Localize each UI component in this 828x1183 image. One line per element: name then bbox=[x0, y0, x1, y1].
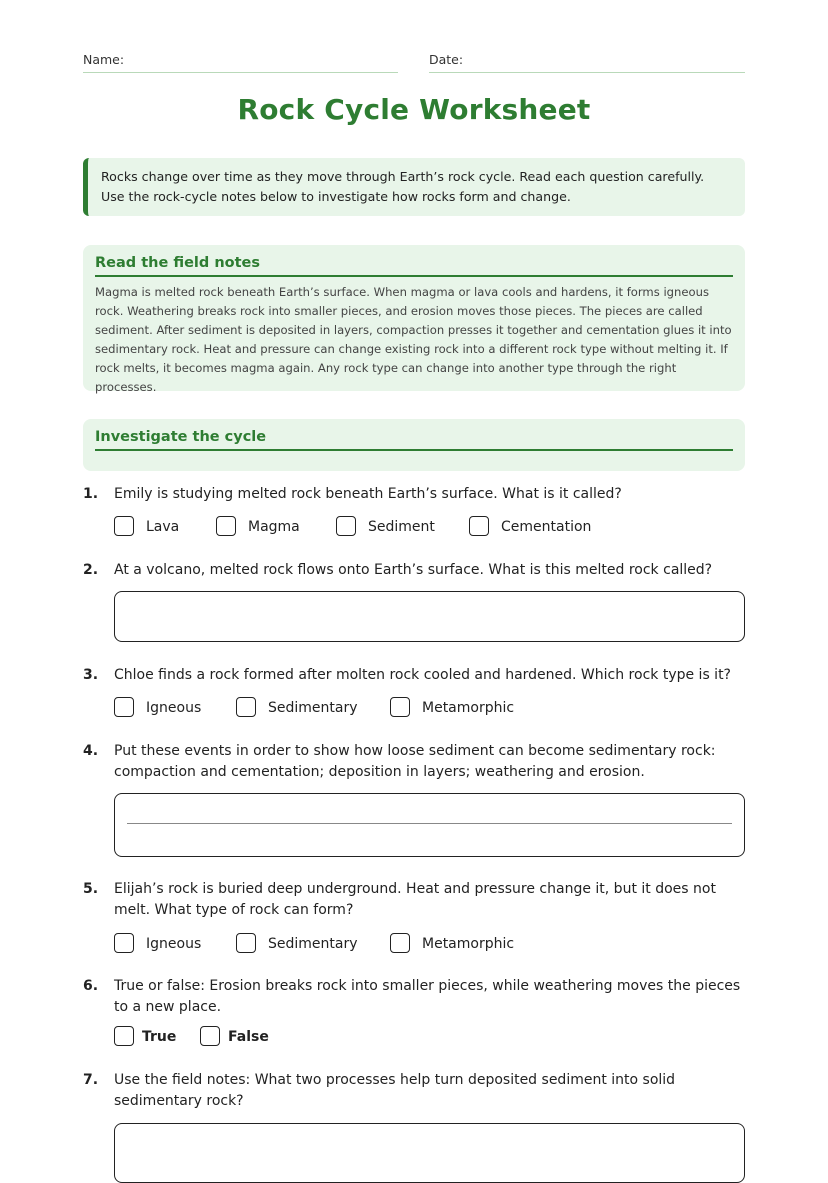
question-number: 7. bbox=[83, 1072, 99, 1088]
question-number: 2. bbox=[83, 562, 99, 578]
question-text: Elijah’s rock is buried deep underground. Heat and pressure change it, but it does not melt. What type of rock can form? bbox=[114, 881, 716, 918]
question-text: At a volcano, melted rock flows onto Earth’s surface. What is this melted rock called? bbox=[114, 562, 713, 578]
question-text: Chloe finds a rock formed after molten rock cooled and hardened. Which rock type is it? bbox=[114, 667, 731, 683]
checkbox[interactable] bbox=[114, 516, 134, 536]
checkbox[interactable] bbox=[336, 516, 356, 536]
field-notes-panel bbox=[83, 245, 745, 394]
checkbox[interactable] bbox=[390, 697, 410, 717]
question-number: 4. bbox=[83, 743, 99, 759]
intro-callout: Rocks change over time as they move through Earth’s rock cycle. Read each question carefully. Use the rock-cycle notes below to investigate how rocks form and change. bbox=[83, 158, 745, 216]
question-text: Emily is studying melted rock beneath Earth’s surface. What is it called? bbox=[114, 486, 622, 502]
name-date-row bbox=[83, 52, 745, 74]
option-label: Igneous bbox=[146, 700, 202, 716]
option-label: Cementation bbox=[501, 519, 592, 535]
field-notes-body: Magma is melted rock beneath Earth’s surface. When magma or lava cools and hardens, it forms igneous rock. Weathering breaks rock into smaller pieces, and erosion moves those pieces. The pieces are called sediment. After sediment is deposited in layers, compaction presses it together and cementation glues it into sedimentary rock. Heat and pressure can change existing rock into a different rock type without melting it. If rock melts, it becomes magma again. Any rock type can change into another type through the right processes. bbox=[95, 285, 732, 394]
option-label: Magma bbox=[248, 519, 300, 535]
checkbox[interactable] bbox=[236, 697, 256, 717]
question-text: Use the field notes: What two processes help turn deposited sediment into solid sedimentary rock? bbox=[114, 1072, 676, 1109]
name-label: Name: bbox=[83, 52, 125, 67]
checkbox[interactable] bbox=[390, 933, 410, 953]
question-number: 5. bbox=[83, 881, 99, 897]
option-label: Sedimentary bbox=[268, 700, 358, 716]
date-field[interactable] bbox=[429, 52, 745, 73]
date-label: Date: bbox=[429, 52, 464, 67]
checkbox[interactable] bbox=[114, 1026, 134, 1046]
checkbox[interactable] bbox=[200, 1026, 220, 1046]
option-label: False bbox=[228, 1029, 269, 1045]
checkbox[interactable] bbox=[114, 697, 134, 717]
investigate-panel bbox=[83, 419, 745, 471]
question-number: 3. bbox=[83, 667, 99, 683]
option-label: Sedimentary bbox=[268, 936, 358, 952]
checkbox[interactable] bbox=[469, 516, 489, 536]
answer-box-4[interactable] bbox=[114, 793, 745, 857]
question-number: 1. bbox=[83, 486, 99, 502]
page-title: Rock Cycle Worksheet bbox=[237, 93, 591, 126]
option-label: Lava bbox=[146, 519, 180, 535]
checkbox[interactable] bbox=[216, 516, 236, 536]
checkbox[interactable] bbox=[114, 933, 134, 953]
question-text: Put these events in order to show how loose sediment can become sedimentary rock: compaction and cementation; deposition in layers; weathering and erosion. bbox=[114, 743, 716, 780]
answer-box-2[interactable] bbox=[114, 591, 745, 642]
question-number: 6. bbox=[83, 978, 99, 994]
answer-box-7[interactable] bbox=[114, 1123, 745, 1183]
name-field[interactable] bbox=[83, 52, 398, 73]
option-label: Igneous bbox=[146, 936, 202, 952]
writing-line bbox=[127, 823, 732, 824]
option-label: Metamorphic bbox=[422, 700, 515, 716]
investigate-heading: Investigate the cycle bbox=[95, 429, 733, 451]
option-label: Metamorphic bbox=[422, 936, 515, 952]
option-label: True bbox=[142, 1029, 177, 1045]
checkbox[interactable] bbox=[236, 933, 256, 953]
option-label: Sediment bbox=[368, 519, 435, 535]
field-notes-heading: Read the field notes bbox=[95, 255, 733, 277]
question-text: True or false: Erosion breaks rock into smaller pieces, while weathering moves the pieces to a new place. bbox=[114, 978, 741, 1015]
